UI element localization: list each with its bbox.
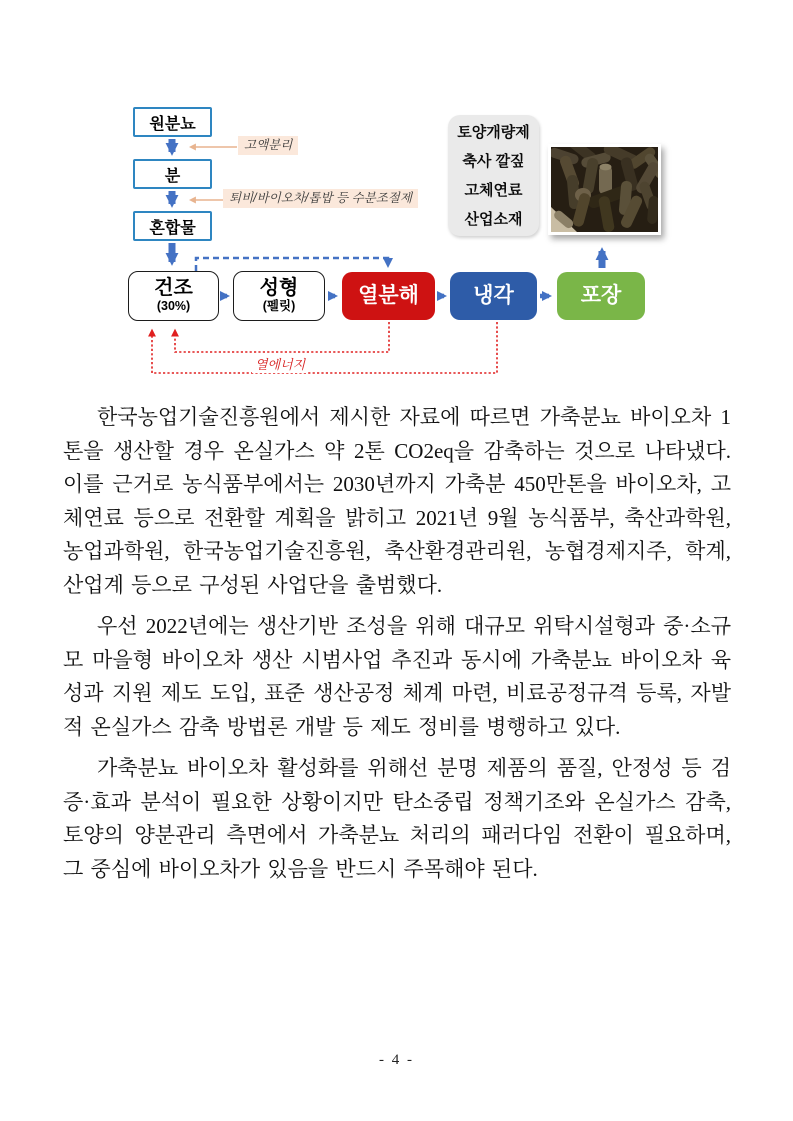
- flow-box-label: 원분뇨: [149, 115, 196, 133]
- heat-feedback-line-pyrolysis: [175, 322, 389, 352]
- biochar-process-flow-diagram: [0, 0, 793, 400]
- process-box-packaging: [557, 272, 645, 320]
- body-paragraph-2: 우선 2022년에는 생산기반 조성을 위해 대규모 위탁시설형과 중·소규모 마을형 바이오차 생산 시범사업 추진과 동시에 가축분뇨 바이오차 육성과 지원 제도 도입, 표준 생산공정 체계 마련, 비료공정규격 등록, 자발적 온실가스 감축 방법론 개발 등 제도 정비를 병행하고 있다.: [63, 614, 731, 739]
- process-label: 냉각: [473, 283, 514, 307]
- product-item: 축사 깔짚: [462, 152, 525, 170]
- products-box: [448, 115, 539, 236]
- process-box-pyrolysis: [342, 272, 435, 320]
- body-paragraph-3: 가축분뇨 바이오차 활성화를 위해선 분명 제품의 품질, 안정성 등 검증·효과 분석이 필요한 상황이지만 탄소중립 정책기조와 온실가스 감축, 토양의 양분관리 측면에서 가축분뇨 처리의 패러다임 전환이 필요하며, 그 중심에 바이오차가 있음을 반드시 주목해야 된다.: [63, 756, 731, 881]
- heat-energy-label: 열에너지: [252, 354, 308, 373]
- flow-box-label: 분: [164, 167, 181, 185]
- process-sublabel: (30%): [156, 299, 191, 314]
- process-label: 열분해: [358, 283, 419, 307]
- flow-box-mixture: [133, 211, 212, 241]
- annotation-solid-liquid-separation: 고액분리: [238, 136, 298, 155]
- process-box-forming: [233, 271, 325, 321]
- product-item: 토양개량제: [457, 123, 530, 141]
- process-label: 건조: [154, 277, 193, 300]
- process-box-cooling: [450, 272, 537, 320]
- biochar-pellets-image: [551, 147, 658, 232]
- process-sublabel: (펠릿): [262, 299, 296, 314]
- body-paragraph-1: 한국농업기술진흥원에서 제시한 자료에 따르면 가축분뇨 바이오차 1톤을 생산할 경우 온실가스 약 2톤 CO2eq을 감축하는 것으로 나타냈다. 이를 근거로 농식품부에서는 2030년까지 가축분 450만톤을 바이오차, 고체연료 등으로 전환할 계획을 밝히고 2021년 9월 농식품부, 축산과학원, 농업과학원, 한국농업기술진흥원, 축산환경관리원, 농협경제지주, 학계, 산업계 등으로 구성된 사업단을 출범했다.: [63, 405, 731, 597]
- biochar-pellets-photo: [548, 144, 661, 235]
- process-label: 성형: [259, 277, 299, 300]
- product-item: 산업소재: [464, 210, 523, 228]
- annotation-moisture-control: 퇴비/바이오차/톱밥 등 수분조절제: [223, 189, 418, 208]
- flow-box-label: 혼합물: [149, 219, 196, 237]
- process-box-drying: [128, 271, 219, 321]
- flow-box-dung: [133, 159, 212, 189]
- heat-feedback-line-cooling: [152, 322, 497, 373]
- page-number: - 4 -: [379, 1052, 414, 1068]
- flow-box-raw-manure: [133, 107, 212, 137]
- dashed-bypass-arrow: [196, 258, 388, 271]
- product-item: 고체연료: [464, 181, 523, 199]
- process-label: 포장: [580, 283, 622, 307]
- body-text: [63, 401, 731, 894]
